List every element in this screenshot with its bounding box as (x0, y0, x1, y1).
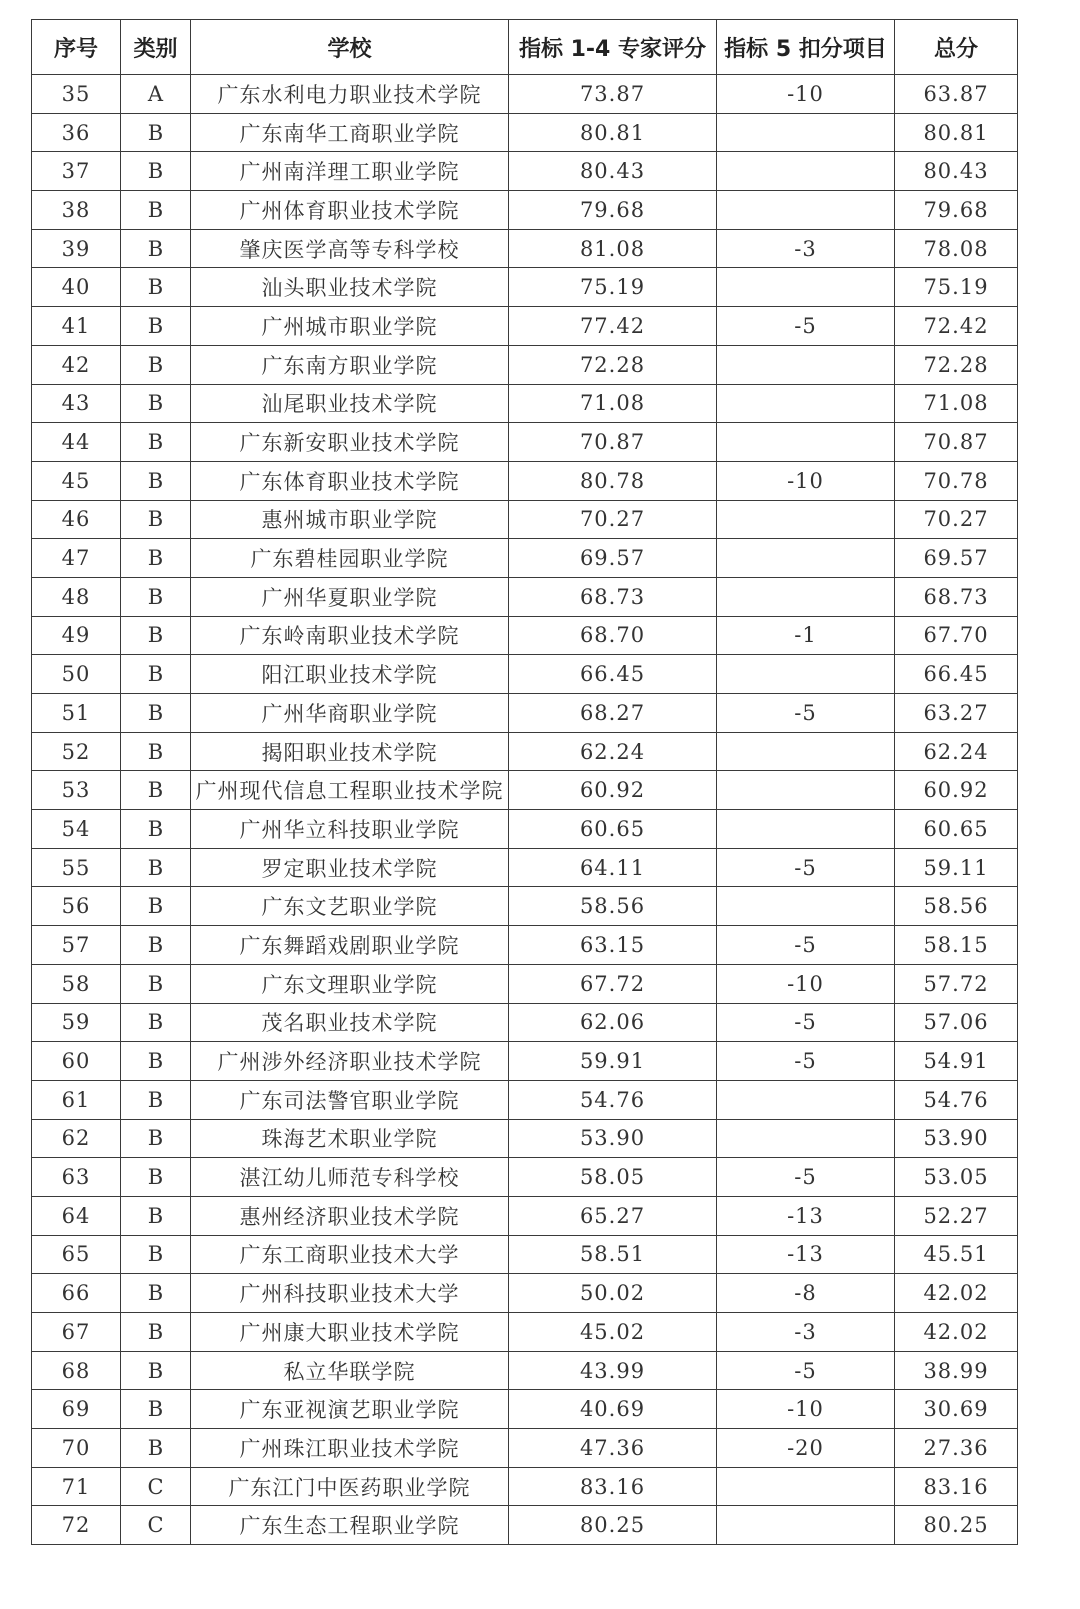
cell-deduction: -13 (717, 1235, 895, 1274)
header-category: 类别 (121, 20, 191, 75)
cell-school: 广州华夏职业学院 (191, 577, 509, 616)
cell-index: 44 (32, 423, 121, 462)
cell-category: B (121, 810, 191, 849)
cell-expert-score: 60.92 (509, 771, 717, 810)
cell-category: B (121, 1313, 191, 1352)
cell-school: 广东岭南职业技术学院 (191, 616, 509, 655)
cell-deduction (717, 539, 895, 578)
cell-deduction: -10 (717, 461, 895, 500)
cell-category: B (121, 539, 191, 578)
cell-total: 70.27 (895, 500, 1018, 539)
header-total: 总分 (895, 20, 1018, 75)
table-row (32, 1429, 1018, 1468)
table-row (32, 848, 1018, 887)
table-row (32, 1467, 1018, 1506)
table-body (32, 75, 1018, 1545)
cell-deduction: -3 (717, 229, 895, 268)
table-row (32, 307, 1018, 346)
table-row (32, 423, 1018, 462)
cell-school: 私立华联学院 (191, 1351, 509, 1390)
cell-index: 70 (32, 1429, 121, 1468)
cell-category: B (121, 1158, 191, 1197)
cell-deduction (717, 732, 895, 771)
cell-deduction: -5 (717, 1003, 895, 1042)
table-row (32, 461, 1018, 500)
cell-index: 61 (32, 1080, 121, 1119)
cell-school: 湛江幼儿师范专科学校 (191, 1158, 509, 1197)
cell-school: 惠州城市职业学院 (191, 500, 509, 539)
cell-deduction (717, 345, 895, 384)
cell-category: B (121, 191, 191, 230)
cell-category: B (121, 848, 191, 887)
cell-deduction: -20 (717, 1429, 895, 1468)
cell-index: 52 (32, 732, 121, 771)
cell-school: 广东体育职业技术学院 (191, 461, 509, 500)
cell-category: B (121, 461, 191, 500)
table-header (32, 20, 1018, 75)
cell-index: 49 (32, 616, 121, 655)
cell-total: 53.05 (895, 1158, 1018, 1197)
cell-deduction (717, 500, 895, 539)
table-row (32, 616, 1018, 655)
cell-total: 71.08 (895, 384, 1018, 423)
cell-total: 60.92 (895, 771, 1018, 810)
cell-expert-score: 58.51 (509, 1235, 717, 1274)
table-row (32, 152, 1018, 191)
cell-deduction: -5 (717, 926, 895, 965)
cell-index: 63 (32, 1158, 121, 1197)
cell-index: 51 (32, 694, 121, 733)
cell-expert-score: 79.68 (509, 191, 717, 230)
cell-deduction: -5 (717, 1351, 895, 1390)
cell-deduction: -10 (717, 964, 895, 1003)
cell-deduction: -10 (717, 75, 895, 114)
cell-school: 广东工商职业技术大学 (191, 1235, 509, 1274)
cell-school: 广州体育职业技术学院 (191, 191, 509, 230)
cell-expert-score: 43.99 (509, 1351, 717, 1390)
cell-category: A (121, 75, 191, 114)
cell-school: 广东南方职业学院 (191, 345, 509, 384)
cell-category: B (121, 732, 191, 771)
cell-index: 66 (32, 1274, 121, 1313)
cell-total: 80.81 (895, 113, 1018, 152)
cell-expert-score: 80.43 (509, 152, 717, 191)
cell-total: 30.69 (895, 1390, 1018, 1429)
cell-deduction (717, 152, 895, 191)
cell-school: 惠州经济职业技术学院 (191, 1196, 509, 1235)
cell-total: 70.78 (895, 461, 1018, 500)
cell-school: 汕尾职业技术学院 (191, 384, 509, 423)
cell-deduction: -3 (717, 1313, 895, 1352)
cell-category: B (121, 1080, 191, 1119)
cell-total: 52.27 (895, 1196, 1018, 1235)
cell-school: 广州珠江职业技术学院 (191, 1429, 509, 1468)
header-row (32, 20, 1018, 75)
cell-school: 广东碧桂园职业学院 (191, 539, 509, 578)
cell-deduction: -5 (717, 1158, 895, 1197)
cell-total: 72.28 (895, 345, 1018, 384)
cell-total: 83.16 (895, 1467, 1018, 1506)
cell-expert-score: 54.76 (509, 1080, 717, 1119)
cell-expert-score: 68.73 (509, 577, 717, 616)
cell-total: 54.76 (895, 1080, 1018, 1119)
cell-school: 广州科技职业技术大学 (191, 1274, 509, 1313)
table-row (32, 384, 1018, 423)
cell-category: C (121, 1506, 191, 1545)
cell-deduction (717, 423, 895, 462)
cell-deduction (717, 113, 895, 152)
cell-school: 珠海艺术职业学院 (191, 1119, 509, 1158)
cell-expert-score: 70.87 (509, 423, 717, 462)
cell-expert-score: 62.24 (509, 732, 717, 771)
cell-index: 48 (32, 577, 121, 616)
cell-index: 60 (32, 1042, 121, 1081)
cell-total: 70.87 (895, 423, 1018, 462)
table-row (32, 1042, 1018, 1081)
cell-category: B (121, 771, 191, 810)
cell-total: 57.06 (895, 1003, 1018, 1042)
cell-expert-score: 40.69 (509, 1390, 717, 1429)
cell-deduction (717, 1119, 895, 1158)
table-row (32, 1274, 1018, 1313)
cell-school: 广东亚视演艺职业学院 (191, 1390, 509, 1429)
cell-expert-score: 59.91 (509, 1042, 717, 1081)
cell-total: 80.25 (895, 1506, 1018, 1545)
cell-index: 42 (32, 345, 121, 384)
cell-school: 广东文理职业学院 (191, 964, 509, 1003)
cell-expert-score: 58.05 (509, 1158, 717, 1197)
cell-category: B (121, 1235, 191, 1274)
table-row (32, 75, 1018, 114)
cell-deduction (717, 810, 895, 849)
cell-category: B (121, 384, 191, 423)
cell-total: 42.02 (895, 1274, 1018, 1313)
cell-deduction: -5 (717, 848, 895, 887)
cell-category: B (121, 964, 191, 1003)
cell-school: 广东生态工程职业学院 (191, 1506, 509, 1545)
table-row (32, 345, 1018, 384)
cell-expert-score: 81.08 (509, 229, 717, 268)
cell-total: 60.65 (895, 810, 1018, 849)
cell-school: 广东水利电力职业技术学院 (191, 75, 509, 114)
cell-school: 广东文艺职业学院 (191, 887, 509, 926)
cell-category: B (121, 1119, 191, 1158)
cell-index: 39 (32, 229, 121, 268)
table-row (32, 191, 1018, 230)
cell-school: 茂名职业技术学院 (191, 1003, 509, 1042)
cell-expert-score: 65.27 (509, 1196, 717, 1235)
cell-category: B (121, 1390, 191, 1429)
cell-total: 58.56 (895, 887, 1018, 926)
cell-category: B (121, 500, 191, 539)
cell-index: 36 (32, 113, 121, 152)
table-row (32, 229, 1018, 268)
table-row (32, 1119, 1018, 1158)
cell-index: 67 (32, 1313, 121, 1352)
table-row (32, 1390, 1018, 1429)
cell-school: 阳江职业技术学院 (191, 655, 509, 694)
table-row (32, 577, 1018, 616)
cell-total: 63.87 (895, 75, 1018, 114)
cell-index: 72 (32, 1506, 121, 1545)
cell-category: B (121, 423, 191, 462)
table-row (32, 887, 1018, 926)
cell-category: B (121, 1429, 191, 1468)
cell-deduction: -10 (717, 1390, 895, 1429)
cell-deduction (717, 577, 895, 616)
cell-index: 46 (32, 500, 121, 539)
cell-index: 35 (32, 75, 121, 114)
cell-total: 75.19 (895, 268, 1018, 307)
cell-index: 40 (32, 268, 121, 307)
table-row (32, 1196, 1018, 1235)
cell-index: 71 (32, 1467, 121, 1506)
cell-index: 43 (32, 384, 121, 423)
cell-category: B (121, 887, 191, 926)
cell-deduction: -5 (717, 694, 895, 733)
cell-total: 63.27 (895, 694, 1018, 733)
cell-deduction: -13 (717, 1196, 895, 1235)
cell-category: B (121, 229, 191, 268)
cell-index: 38 (32, 191, 121, 230)
cell-category: B (121, 345, 191, 384)
cell-category: B (121, 1274, 191, 1313)
cell-category: B (121, 1196, 191, 1235)
table-row (32, 1506, 1018, 1545)
cell-deduction (717, 655, 895, 694)
cell-expert-score: 67.72 (509, 964, 717, 1003)
table-row (32, 1351, 1018, 1390)
cell-index: 41 (32, 307, 121, 346)
cell-total: 66.45 (895, 655, 1018, 694)
cell-expert-score: 47.36 (509, 1429, 717, 1468)
cell-school: 广州现代信息工程职业技术学院 (191, 771, 509, 810)
table-row (32, 1158, 1018, 1197)
cell-category: B (121, 268, 191, 307)
cell-expert-score: 62.06 (509, 1003, 717, 1042)
cell-total: 45.51 (895, 1235, 1018, 1274)
table-row (32, 500, 1018, 539)
cell-total: 69.57 (895, 539, 1018, 578)
cell-category: B (121, 577, 191, 616)
cell-school: 广州城市职业学院 (191, 307, 509, 346)
table-row (32, 694, 1018, 733)
cell-expert-score: 73.87 (509, 75, 717, 114)
cell-school: 广东舞蹈戏剧职业学院 (191, 926, 509, 965)
cell-category: B (121, 1351, 191, 1390)
cell-expert-score: 68.27 (509, 694, 717, 733)
cell-total: 72.42 (895, 307, 1018, 346)
cell-deduction: -1 (717, 616, 895, 655)
cell-category: B (121, 152, 191, 191)
cell-total: 38.99 (895, 1351, 1018, 1390)
cell-index: 58 (32, 964, 121, 1003)
table-row (32, 1313, 1018, 1352)
cell-deduction: -5 (717, 1042, 895, 1081)
cell-index: 45 (32, 461, 121, 500)
cell-expert-score: 69.57 (509, 539, 717, 578)
cell-category: B (121, 307, 191, 346)
table-row (32, 539, 1018, 578)
cell-school: 广州南洋理工职业学院 (191, 152, 509, 191)
table-row (32, 655, 1018, 694)
cell-deduction (717, 268, 895, 307)
cell-expert-score: 77.42 (509, 307, 717, 346)
cell-school: 广东南华工商职业学院 (191, 113, 509, 152)
table-row (32, 926, 1018, 965)
cell-index: 55 (32, 848, 121, 887)
cell-deduction (717, 887, 895, 926)
cell-category: B (121, 694, 191, 733)
cell-deduction: -8 (717, 1274, 895, 1313)
table-row (32, 732, 1018, 771)
cell-total: 78.08 (895, 229, 1018, 268)
header-deduction: 指标 5 扣分项目 (717, 20, 895, 75)
cell-expert-score: 53.90 (509, 1119, 717, 1158)
table-row (32, 964, 1018, 1003)
table-row (32, 810, 1018, 849)
cell-deduction (717, 1506, 895, 1545)
cell-category: B (121, 1042, 191, 1081)
cell-school: 广东江门中医药职业学院 (191, 1467, 509, 1506)
cell-category: B (121, 616, 191, 655)
cell-deduction (717, 771, 895, 810)
cell-total: 79.68 (895, 191, 1018, 230)
cell-total: 53.90 (895, 1119, 1018, 1158)
cell-expert-score: 45.02 (509, 1313, 717, 1352)
cell-school: 广州康大职业技术学院 (191, 1313, 509, 1352)
cell-deduction: -5 (717, 307, 895, 346)
cell-expert-score: 80.81 (509, 113, 717, 152)
cell-index: 53 (32, 771, 121, 810)
cell-index: 65 (32, 1235, 121, 1274)
cell-deduction (717, 1467, 895, 1506)
cell-expert-score: 75.19 (509, 268, 717, 307)
header-school: 学校 (191, 20, 509, 75)
cell-expert-score: 80.25 (509, 1506, 717, 1545)
cell-index: 68 (32, 1351, 121, 1390)
cell-school: 广州华立科技职业学院 (191, 810, 509, 849)
cell-index: 37 (32, 152, 121, 191)
cell-school: 广东司法警官职业学院 (191, 1080, 509, 1119)
score-table (31, 19, 1018, 1545)
cell-total: 42.02 (895, 1313, 1018, 1352)
cell-expert-score: 63.15 (509, 926, 717, 965)
cell-total: 58.15 (895, 926, 1018, 965)
cell-expert-score: 80.78 (509, 461, 717, 500)
table-row (32, 1235, 1018, 1274)
cell-index: 69 (32, 1390, 121, 1429)
cell-expert-score: 68.70 (509, 616, 717, 655)
cell-total: 67.70 (895, 616, 1018, 655)
cell-index: 59 (32, 1003, 121, 1042)
cell-expert-score: 66.45 (509, 655, 717, 694)
cell-total: 68.73 (895, 577, 1018, 616)
cell-expert-score: 70.27 (509, 500, 717, 539)
cell-category: C (121, 1467, 191, 1506)
table-row (32, 113, 1018, 152)
cell-school: 肇庆医学高等专科学校 (191, 229, 509, 268)
cell-expert-score: 71.08 (509, 384, 717, 423)
cell-school: 广州涉外经济职业技术学院 (191, 1042, 509, 1081)
cell-expert-score: 64.11 (509, 848, 717, 887)
cell-expert-score: 50.02 (509, 1274, 717, 1313)
cell-school: 广东新安职业技术学院 (191, 423, 509, 462)
cell-index: 47 (32, 539, 121, 578)
cell-category: B (121, 655, 191, 694)
cell-total: 80.43 (895, 152, 1018, 191)
table-row (32, 268, 1018, 307)
cell-school: 罗定职业技术学院 (191, 848, 509, 887)
header-index: 序号 (32, 20, 121, 75)
cell-index: 62 (32, 1119, 121, 1158)
cell-school: 揭阳职业技术学院 (191, 732, 509, 771)
cell-expert-score: 83.16 (509, 1467, 717, 1506)
cell-total: 59.11 (895, 848, 1018, 887)
cell-total: 57.72 (895, 964, 1018, 1003)
table-row (32, 771, 1018, 810)
cell-category: B (121, 113, 191, 152)
cell-category: B (121, 926, 191, 965)
cell-school: 广州华商职业学院 (191, 694, 509, 733)
cell-deduction (717, 384, 895, 423)
cell-total: 27.36 (895, 1429, 1018, 1468)
cell-index: 64 (32, 1196, 121, 1235)
cell-total: 54.91 (895, 1042, 1018, 1081)
cell-deduction (717, 1080, 895, 1119)
cell-expert-score: 58.56 (509, 887, 717, 926)
cell-index: 50 (32, 655, 121, 694)
cell-school: 汕头职业技术学院 (191, 268, 509, 307)
cell-index: 54 (32, 810, 121, 849)
cell-index: 57 (32, 926, 121, 965)
table-row (32, 1003, 1018, 1042)
cell-category: B (121, 1003, 191, 1042)
cell-index: 56 (32, 887, 121, 926)
cell-expert-score: 72.28 (509, 345, 717, 384)
table-row (32, 1080, 1018, 1119)
header-expert-score: 指标 1-4 专家评分 (509, 20, 717, 75)
cell-deduction (717, 191, 895, 230)
cell-expert-score: 60.65 (509, 810, 717, 849)
cell-total: 62.24 (895, 732, 1018, 771)
